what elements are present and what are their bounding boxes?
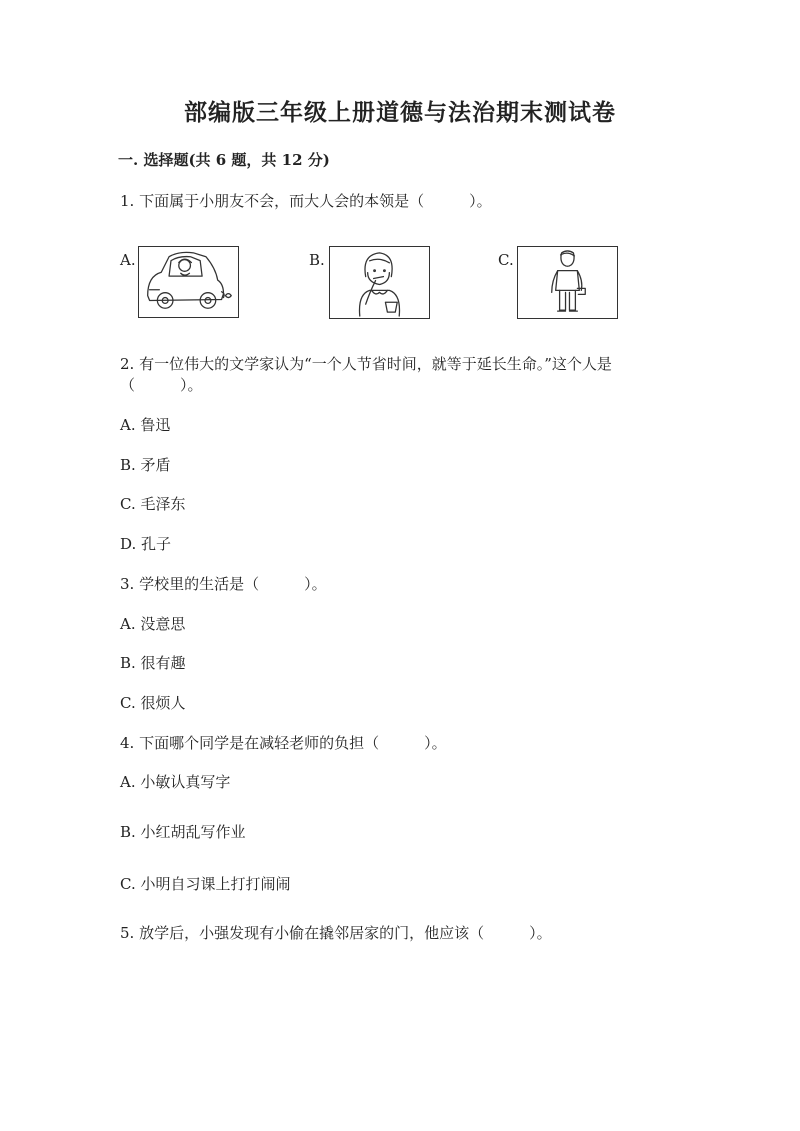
car-driving-illustration <box>139 247 238 317</box>
q2-option-b[interactable]: B. 矛盾 <box>120 456 171 474</box>
child-brushing-teeth-illustration <box>330 247 429 318</box>
q1-option-c-image[interactable] <box>517 246 618 319</box>
boy-standing-illustration <box>518 247 617 318</box>
question-5-stem: 5. 放学后，小强发现有小偷在撬邻居家的门，他应该（ ）。 <box>120 924 552 942</box>
question-4-stem: 4. 下面哪个同学是在减轻老师的负担（ ）。 <box>120 734 447 752</box>
q2-option-c[interactable]: C. 毛泽东 <box>120 495 186 513</box>
q3-option-a[interactable]: A. 没意思 <box>120 615 186 633</box>
q2-option-d[interactable]: D. 孔子 <box>120 535 172 553</box>
q1-option-c-label: C. <box>498 251 514 269</box>
q1-option-a-image[interactable] <box>138 246 239 318</box>
q1-option-b-image[interactable] <box>329 246 430 319</box>
page-title: 部编版三年级上册道德与法治期末测试卷 <box>184 99 616 126</box>
question-1-stem: 1. 下面属于小朋友不会，而大人会的本领是（ ）。 <box>120 192 492 210</box>
question-2-stem: 2. 有一位伟大的文学家认为“一个人节省时间，就等于延长生命。”这个人是（ ）。 <box>120 355 612 394</box>
q2-option-a[interactable]: A. 鲁迅 <box>120 416 171 434</box>
q1-option-b-label: B. <box>309 251 325 269</box>
question-3-stem: 3. 学校里的生活是（ ）。 <box>120 575 327 593</box>
q1-option-a-label: A. <box>120 251 136 269</box>
q3-option-c[interactable]: C. 很烦人 <box>120 694 186 712</box>
q4-option-a[interactable]: A. 小敏认真写字 <box>120 773 231 791</box>
section-heading: 一. 选择题(共 6 题，共 12 分) <box>118 151 330 169</box>
q4-option-b[interactable]: B. 小红胡乱写作业 <box>120 823 246 841</box>
q4-option-c[interactable]: C. 小明自习课上打打闹闹 <box>120 875 291 893</box>
q3-option-b[interactable]: B. 很有趣 <box>120 654 186 672</box>
